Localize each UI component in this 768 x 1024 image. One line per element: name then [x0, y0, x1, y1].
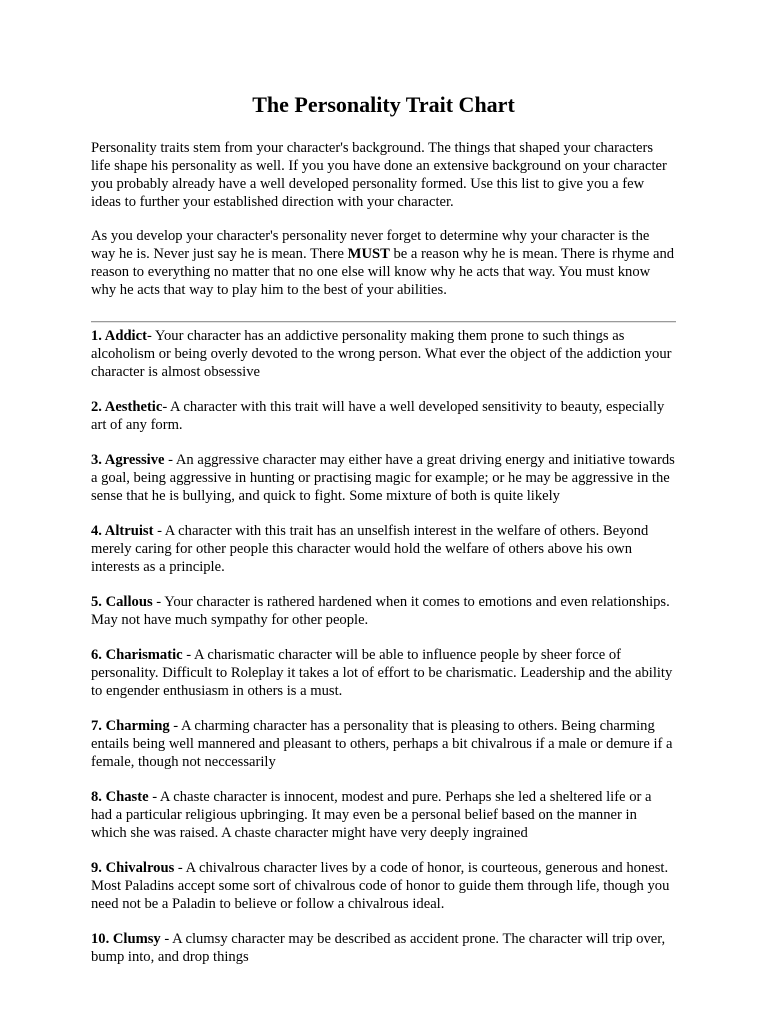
trait-term: 9. Chivalrous	[91, 860, 175, 876]
section-divider	[91, 321, 676, 323]
intro-section	[91, 139, 676, 299]
trait-list	[91, 327, 676, 966]
trait-item	[91, 646, 676, 700]
intro-paragraph	[91, 139, 676, 211]
trait-item	[91, 930, 676, 966]
trait-item	[91, 522, 676, 576]
trait-item	[91, 859, 676, 913]
trait-description: - Your character is rathered hardened when it comes to emotions and even relationships. May not have much sympathy for other people.	[91, 594, 670, 628]
trait-description: - A charismatic character will be able to influence people by sheer force of personality. Difficult to Roleplay it takes a lot of effort to be charismatic. Leadership and the ability to engender enthusiasm in others is a must.	[91, 647, 673, 699]
trait-term: 8. Chaste	[91, 789, 149, 805]
trait-term: 3. Agressive	[91, 452, 165, 468]
intro-text: As you develop your character's personality never forget to determine why your character is the way he is. Never just say he is mean. There	[91, 228, 650, 262]
trait-description: - A clumsy character may be described as accident prone. The character will trip over, bump into, and drop things	[91, 931, 666, 965]
trait-item	[91, 593, 676, 629]
trait-term: 6. Charismatic	[91, 647, 183, 663]
trait-item	[91, 398, 676, 434]
page-title: The Personality Trait Chart	[252, 92, 515, 117]
trait-term: 5. Callous	[91, 594, 153, 610]
trait-term: 1. Addict	[91, 328, 147, 344]
intro-text: be a reason why he is mean. There is rhyme and reason to everything no matter that no one else will know why he acts that way. You must know why he acts that way to play him to the best of your abilities.	[91, 246, 675, 298]
trait-term: 2. Aesthetic	[91, 399, 163, 415]
trait-item	[91, 327, 676, 381]
trait-term: 4. Altruist	[91, 523, 154, 539]
trait-description: - A character with this trait will have a well developed sensitivity to beauty, especially art of any form.	[91, 399, 665, 433]
trait-description: - A chivalrous character lives by a code of honor, is courteous, generous and honest. Most Paladins accept some sort of chivalrous code of honor to guide them through life, though you need not be a Paladin to believe or follow a chivalrous ideal.	[91, 860, 670, 912]
trait-description: - Your character has an addictive personality making them prone to such things as alcoholism or being overly devoted to the wrong person. What ever the object of the addiction your character is almost obsessive	[91, 328, 672, 380]
intro-paragraph	[91, 227, 676, 299]
trait-term: 7. Charming	[91, 718, 170, 734]
intro-emphasis: MUST	[347, 246, 390, 262]
trait-description: - A chaste character is innocent, modest and pure. Perhaps she led a sheltered life or a had a particular religious upbringing. It may even be a personal belief based on the manner in which she was raised. A chaste character might have very deeply ingrained	[91, 789, 652, 841]
trait-description: - A charming character has a personality that is pleasing to others. Being charming entails being well mannered and pleasant to others, perhaps a bit chivalrous if a male or demure if a female, though not neccessarily	[91, 718, 673, 770]
trait-item	[91, 788, 676, 842]
trait-description: - A character with this trait has an unselfish interest in the welfare of others. Beyond merely caring for other people this character would hold the welfare of others above his own interests as a principle.	[91, 523, 649, 575]
trait-term: 10. Clumsy	[91, 931, 161, 947]
trait-item	[91, 717, 676, 771]
intro-text: Personality traits stem from your character's background. The things that shaped your characters life shape his personality as well. If you you have done an extensive background on your character you probably already have a well developed personality formed. Use this list to give you a few ideas to further your established direction with your character.	[91, 140, 667, 210]
trait-item	[91, 451, 676, 505]
trait-description: - An aggressive character may either have a great driving energy and initiative towards a goal, being aggressive in hunting or practising magic for example; or he may be aggressive in the sense that he is bullying, and quick to fight. Some mixture of both is quite likely	[91, 452, 675, 504]
